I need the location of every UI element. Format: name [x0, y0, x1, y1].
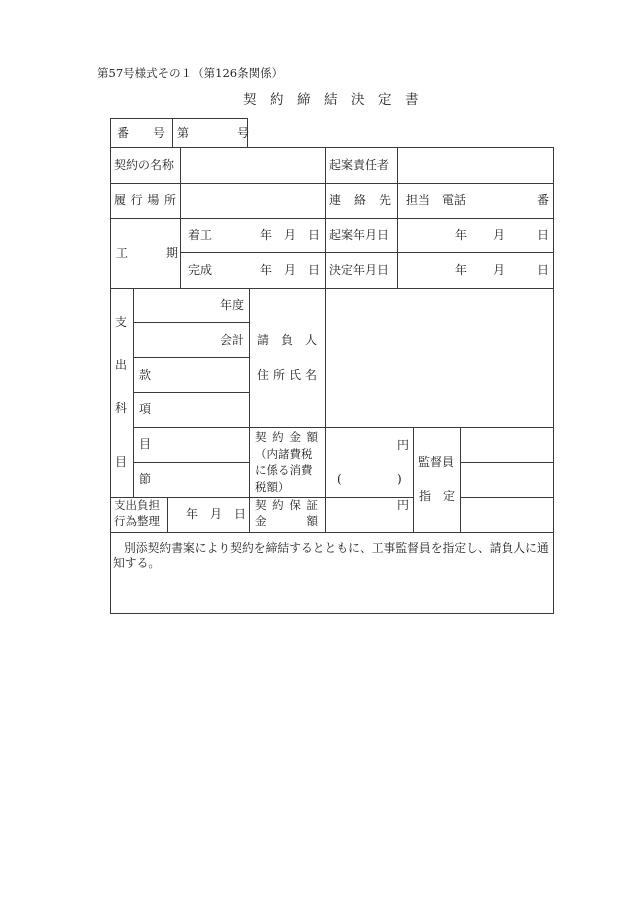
table-rule [133, 322, 250, 323]
table-rule [110, 288, 554, 289]
table-rule [133, 288, 134, 497]
expense-label-char: 目 [115, 455, 128, 469]
kou-label: 項 [139, 402, 152, 416]
table-rule [110, 118, 248, 119]
table-rule [180, 147, 181, 288]
moku-label: 目 [139, 437, 152, 451]
draft-date-year: 年 [455, 228, 468, 242]
burden-label: 支出負担 [114, 498, 160, 512]
deposit-yen: 円 [397, 498, 410, 512]
expense-label-char: 科 [115, 401, 128, 415]
table-rule [325, 147, 326, 532]
account-label: 会計 [220, 333, 245, 347]
burden-date: 年 月 日 [186, 507, 247, 521]
period-label: 工 期 [116, 246, 178, 260]
deposit-label: 契 約 保 証 [255, 498, 318, 512]
notice-text: 知する。 [113, 556, 161, 570]
table-rule [413, 427, 414, 532]
number-value: 第 号 [177, 126, 250, 140]
decision-date-label: 決定年月日 [329, 263, 390, 277]
table-rule [249, 288, 250, 532]
decision-date-day: 日 [537, 263, 550, 277]
number-label: 番 号 [117, 126, 166, 140]
decision-date-year: 年 [455, 263, 468, 277]
finish-date: 年 月 日 [260, 263, 321, 277]
draft-date-day: 日 [537, 228, 550, 242]
table-rule [110, 183, 554, 184]
table-rule [110, 532, 554, 533]
table-rule [460, 427, 461, 532]
contact-ext: 番 [537, 193, 550, 207]
table-rule [180, 252, 554, 253]
tax-paren-close: ) [397, 472, 402, 486]
start-label: 着工 [188, 228, 213, 242]
table-rule [110, 613, 554, 614]
burden-label: 行為整理 [114, 514, 160, 528]
table-rule [110, 218, 554, 219]
contract-name-label: 契約の名称 [114, 158, 175, 172]
setsu-label: 節 [139, 472, 152, 486]
supervisor-label: 監督員 [418, 455, 455, 469]
document-title: 契 約 締 結 決 定 書 [243, 92, 419, 108]
table-rule [110, 118, 111, 148]
table-rule [133, 427, 554, 428]
deposit-label: 金 額 [255, 514, 318, 528]
table-rule [460, 497, 554, 498]
table-rule [460, 462, 554, 463]
supervisor-designate-label: 指 定 [419, 489, 456, 503]
kan-label: 款 [139, 368, 152, 382]
start-date: 年 月 日 [260, 228, 321, 242]
fiscal-year-label: 年度 [220, 298, 245, 312]
amount-yen: 円 [397, 438, 410, 452]
table-rule [397, 147, 398, 288]
table-rule [167, 497, 168, 532]
amount-label-note: （内諸費税 [255, 447, 313, 461]
contact-value: 担当 電話 [406, 193, 467, 207]
contact-label: 連 絡 先 [329, 193, 391, 207]
table-rule [172, 118, 173, 148]
table-rule [133, 462, 250, 463]
draft-date-month: 月 [493, 228, 506, 242]
contractor-label: 請 負 人 [257, 333, 318, 347]
finish-label: 完成 [188, 263, 213, 277]
amount-label-note: 税額） [255, 480, 290, 494]
table-rule [553, 147, 554, 614]
amount-label: 契 約 金 額 [255, 430, 318, 444]
amount-label-note: に係る消費 [255, 463, 313, 477]
expense-label-char: 出 [115, 358, 128, 372]
draft-date-label: 起案年月日 [329, 228, 390, 242]
location-label: 履 行 場 所 [114, 193, 176, 207]
table-rule [133, 392, 250, 393]
decision-date-month: 月 [493, 263, 506, 277]
table-rule [110, 147, 554, 148]
contractor-address-label: 住 所 氏 名 [257, 368, 317, 382]
table-rule [133, 357, 250, 358]
expense-label-char: 支 [115, 315, 128, 329]
notice-text: 別添契約書案により契約を締結するとともに、工事監督員を指定し、請負人に通 [124, 541, 549, 555]
form-id: 第57号様式その１（第126条関係） [97, 66, 284, 80]
table-rule [110, 147, 111, 614]
drafter-label: 起案責任者 [329, 158, 390, 172]
tax-paren-open: ( [337, 472, 342, 486]
